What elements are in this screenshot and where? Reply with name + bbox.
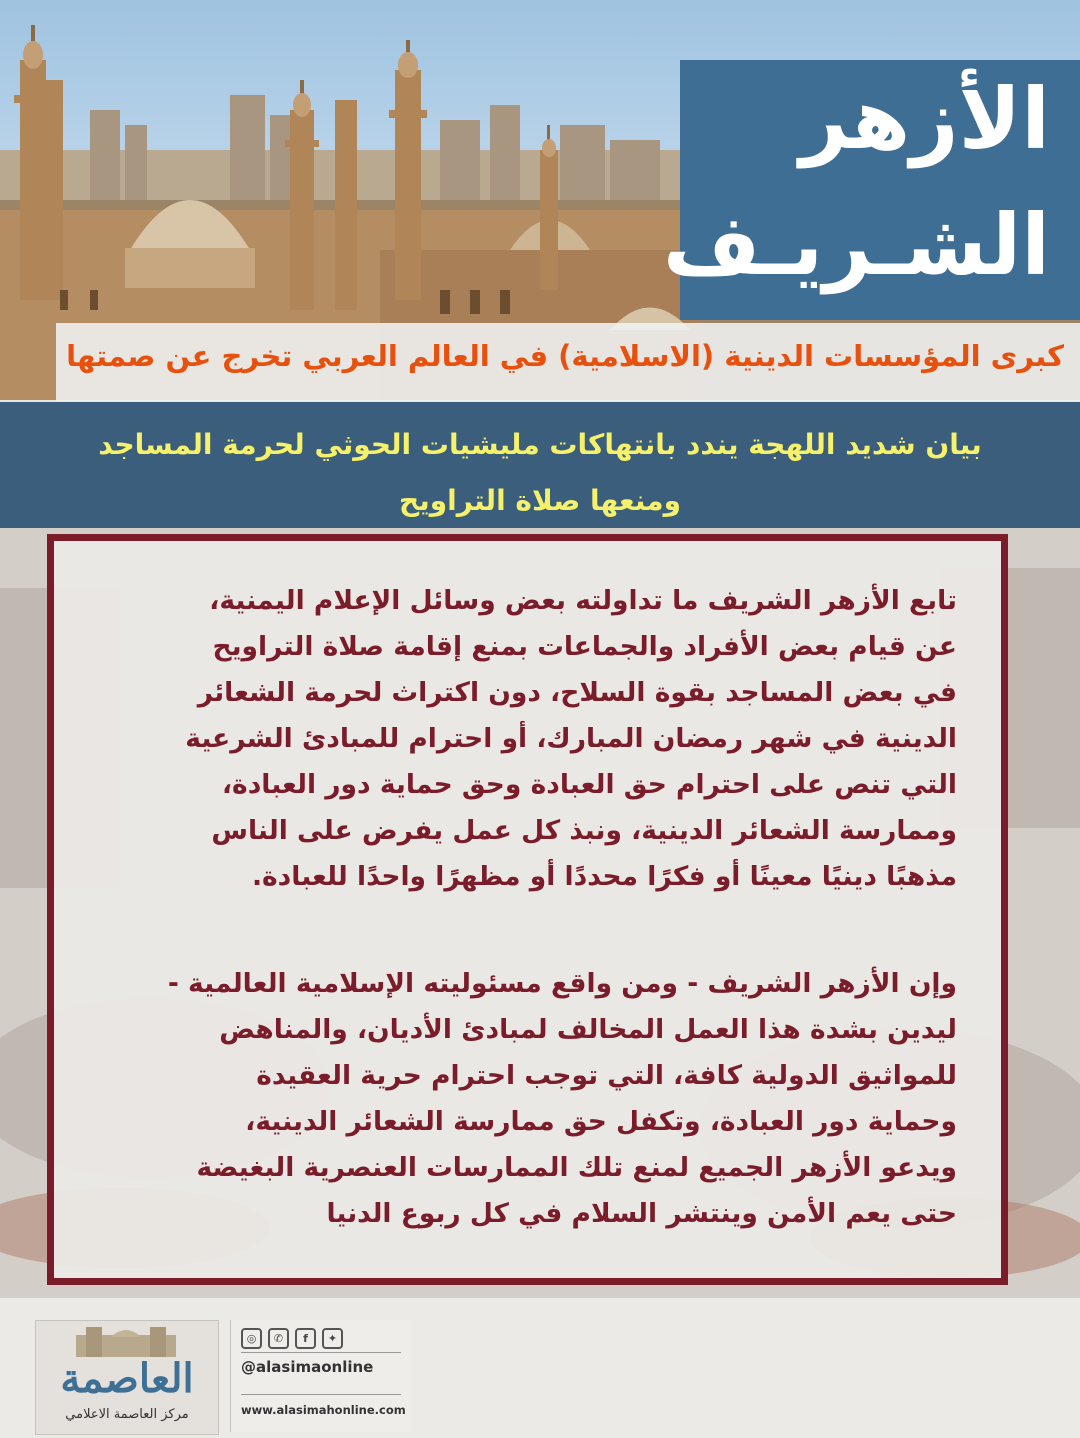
statement-paragraph-1 [98, 578, 957, 900]
paragraph-line: وممارسة الشعائر الدينية، ونبذ كل عمل يفرض على الناس [211, 815, 957, 846]
paragraph-line: مذهبًا دينيًا معينًا أو فكرًا محددًا أو مظهرًا واحدًا للعبادة. [251, 861, 957, 892]
headline-bar [0, 402, 1080, 528]
divider [241, 1352, 401, 1353]
title-box [662, 60, 1080, 320]
twitter-icon[interactable]: ✦ [322, 1328, 343, 1349]
headline-line-2: ومنعها صلاة التراويح [399, 484, 681, 517]
brand-logo [35, 1320, 219, 1435]
paragraph-line: وحماية دور العبادة، وتكفل حق ممارسة الشعائر الدينية، [245, 1106, 957, 1137]
footer [0, 1298, 1080, 1438]
divider [241, 1394, 401, 1395]
facebook-icon[interactable]: f [295, 1328, 316, 1349]
social-icons [241, 1328, 343, 1349]
statement-paragraph-2 [98, 961, 957, 1237]
paragraph-line: التي تنص على احترام حق العبادة وحق حماية دور العبادة، [221, 769, 957, 800]
paragraph-line: ويدعو الأزهر الجميع لمنع تلك الممارسات العنصرية البغيضة [196, 1152, 957, 1183]
logo-text: العاصمة [60, 1355, 194, 1402]
paragraph-line: في بعض المساجد بقوة السلاح، دون اكتراث لحرمة الشعائر [197, 677, 957, 708]
social-handle[interactable]: @alasimaonline [241, 1358, 374, 1376]
logo-caption: مركز العاصمة الاعلامي [65, 1407, 189, 1422]
headline-line-1: بيان شديد اللهجة يندد بانتهاكات مليشيات الحوثي لحرمة المساجد [98, 428, 982, 461]
paragraph-line: عن قيام بعض الأفراد والجماعات بمنع إقامة صلاة التراويح [212, 631, 957, 662]
title-line-2: الشـريـف [662, 196, 1050, 294]
title-line-1: الأزهر [799, 70, 1050, 168]
instagram-icon[interactable]: ◎ [241, 1328, 262, 1349]
whatsapp-icon[interactable]: ✆ [268, 1328, 289, 1349]
paragraph-line: حتى يعم الأمن وينتشر السلام في كل ربوع الدنيا [326, 1198, 957, 1229]
subtitle: كبرى المؤسسات الدينية (الاسلامية) في العالم العربي تخرج عن صمتها [66, 339, 1064, 373]
logo-building-icon [56, 1325, 196, 1359]
paragraph-line: الدينية في شهر رمضان المبارك، أو احترام للمبادئ الشرعية [185, 723, 957, 754]
website-link[interactable]: www.alasimahonline.com [241, 1403, 406, 1417]
statement-box [47, 534, 1008, 1285]
subtitle-bar [56, 323, 1080, 401]
paragraph-line: وإن الأزهر الشريف - ومن واقع مسئوليته الإسلامية العالمية - [167, 968, 957, 999]
paragraph-line: ليدين بشدة هذا العمل المخالف لمبادئ الأديان، والمناهض [219, 1014, 957, 1045]
paragraph-line: للمواثيق الدولية كافة، التي توجب احترام حرية العقيدة [256, 1060, 957, 1091]
paragraph-line: تابع الأزهر الشريف ما تداولته بعض وسائل الإعلام اليمنية، [209, 585, 957, 616]
social-links [230, 1320, 411, 1432]
